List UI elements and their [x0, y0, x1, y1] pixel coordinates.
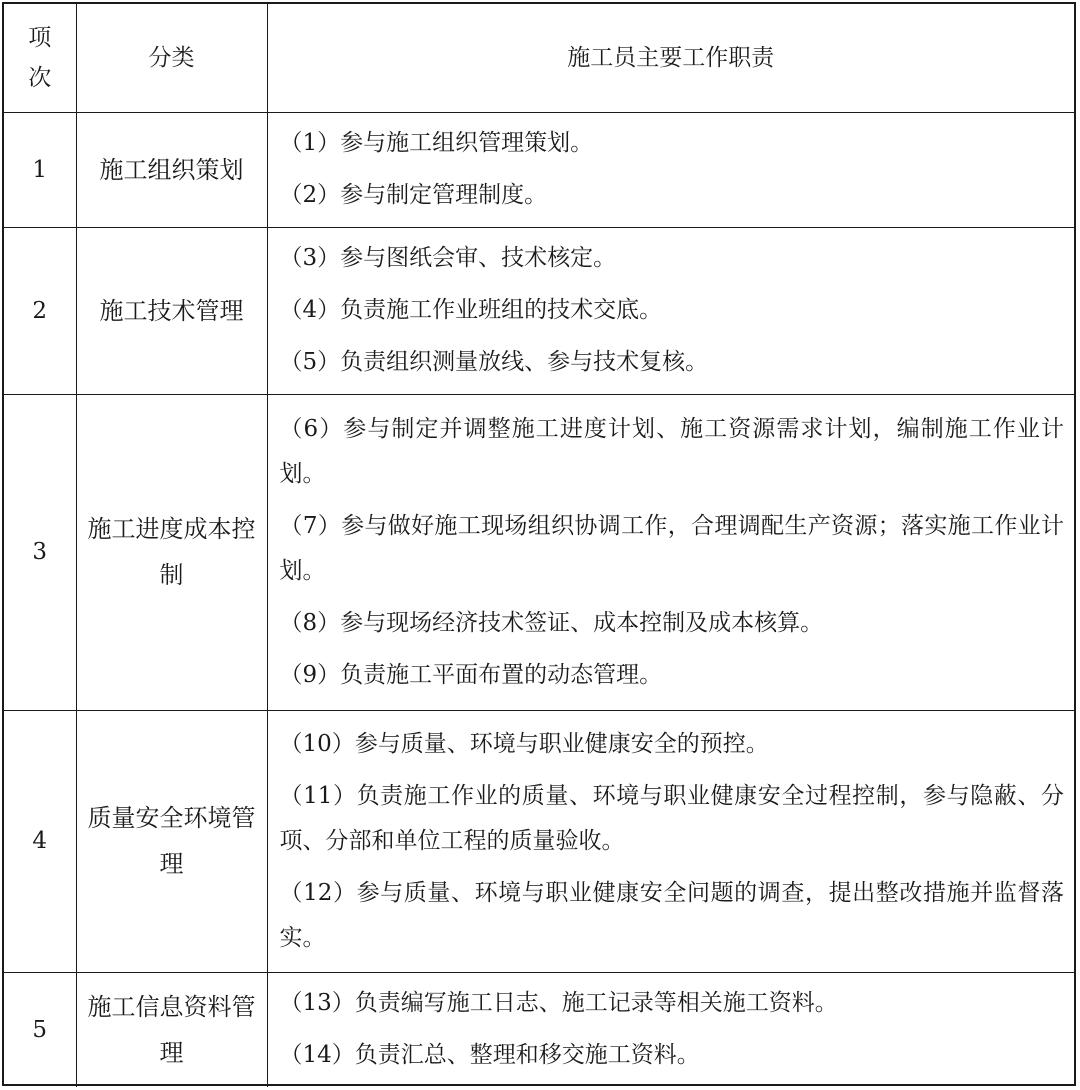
header-item-no-line1: 项 [28, 24, 52, 51]
duty-item: （3）参与图纸会审、技术核定。 [279, 245, 617, 271]
duty-item: （1）参与施工组织管理策划。 [279, 130, 594, 156]
table-row [4, 227, 1074, 394]
header-item-no-line2: 次 [28, 64, 52, 91]
duty-item: （9）负责施工平面布置的动态管理。 [279, 661, 663, 688]
row-number: 3 [4, 394, 76, 710]
header-category: 分类 [76, 4, 267, 112]
row-number: 1 [4, 112, 76, 227]
row-duties [267, 227, 1074, 394]
row-number: 4 [4, 710, 76, 972]
duty-item: （11）负责施工作业的质量、环境与职业健康安全过程控制，参与隐蔽、分项、分部和单位工程的质量验收。 [279, 782, 1064, 854]
row-duties [267, 394, 1074, 710]
duty-item: （6）参与制定并调整施工进度计划、施工资源需求计划，编制施工作业计划。 [279, 415, 1064, 487]
table-row [4, 394, 1074, 710]
table-row [4, 972, 1074, 1087]
duties-table-frame [2, 2, 1076, 1086]
row-duties [267, 972, 1074, 1087]
duty-item: （10）参与质量、环境与职业健康安全的预控。 [279, 730, 769, 757]
construction-worker-duties-table [4, 4, 1074, 1087]
row-category: 施工进度成本控制 [76, 394, 267, 710]
header-item-no [4, 4, 76, 112]
duty-item: （2）参与制定管理制度。 [279, 182, 548, 208]
duty-item: （8）参与现场经济技术签证、成本控制及成本核算。 [279, 609, 824, 636]
row-category: 施工组织策划 [76, 112, 267, 227]
duty-item: （4）负责施工作业班组的技术交底。 [279, 297, 663, 323]
table-row [4, 710, 1074, 972]
table-row [4, 112, 1074, 227]
row-number: 5 [4, 972, 76, 1087]
row-number: 2 [4, 227, 76, 394]
header-duties: 施工员主要工作职责 [267, 4, 1074, 112]
duty-item: （7）参与做好施工现场组织协调工作，合理调配生产资源；落实施工作业计划。 [279, 512, 1064, 584]
row-duties [267, 112, 1074, 227]
duty-item: （14）负责汇总、整理和移交施工资料。 [279, 1042, 700, 1069]
duty-item: （5）负责组织测量放线、参与技术复核。 [279, 349, 709, 375]
row-duties [267, 710, 1074, 972]
duty-item: （12）参与质量、环境与职业健康安全问题的调查，提出整改措施并监督落实。 [279, 879, 1064, 951]
header-row [4, 4, 1074, 112]
duty-item: （13）负责编写施工日志、施工记录等相关施工资料。 [279, 990, 838, 1017]
row-category: 质量安全环境管理 [76, 710, 267, 972]
row-category: 施工信息资料管理 [76, 972, 267, 1087]
row-category: 施工技术管理 [76, 227, 267, 394]
